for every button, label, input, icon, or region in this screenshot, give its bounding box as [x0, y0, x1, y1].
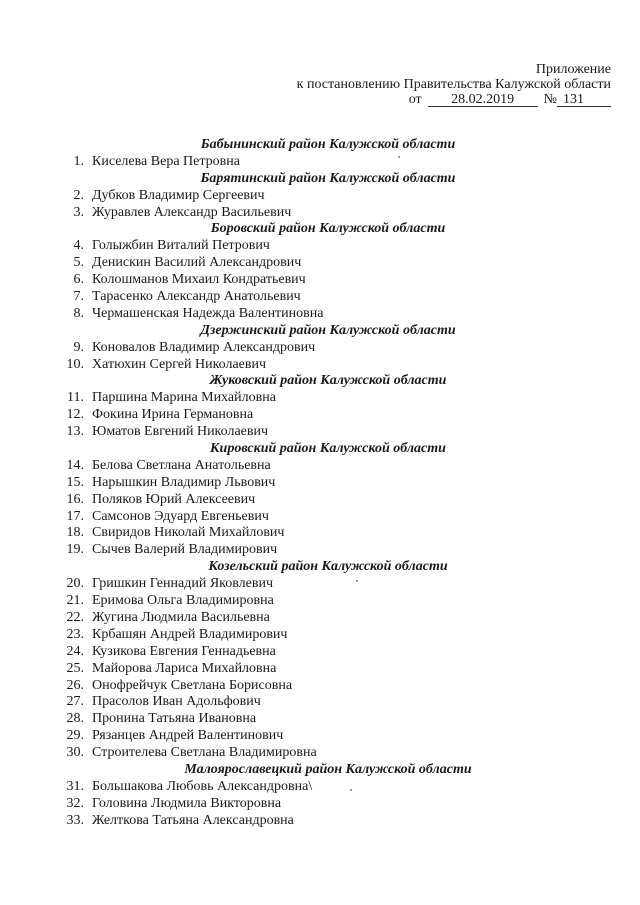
person-name: Тарасенко Александр Анатольевич	[92, 289, 301, 305]
person-name: Прасолов Иван Адольфович	[92, 694, 261, 710]
resolution-date: 28.02.2019	[428, 93, 538, 107]
from-label: от	[408, 92, 422, 107]
item-number: 4.	[73, 238, 84, 254]
item-number: 1.	[73, 153, 84, 169]
list-item	[0, 525, 640, 542]
person-name: Строителева Светлана Владимировна	[92, 745, 317, 761]
list-item	[0, 407, 640, 424]
person-name: Журавлев Александр Васильевич	[92, 204, 292, 220]
item-number: 7.	[73, 289, 84, 305]
person-name: Большакова Любовь Александровна\	[92, 778, 313, 794]
list-item	[0, 694, 640, 711]
list-item	[0, 255, 640, 272]
person-name: Чермашенская Надежда Валентиновна	[92, 305, 324, 321]
item-number: 16.	[66, 491, 84, 507]
district-heading: Козельский район Калужской области	[208, 559, 448, 575]
item-number: 27.	[66, 694, 84, 710]
district-heading: Боровский район Калужской области	[210, 221, 446, 237]
person-name: Желткова Татьяна Александровна	[92, 812, 294, 828]
district-heading: Малоярославецкий район Калужской области	[184, 761, 472, 777]
list-item	[0, 644, 640, 661]
item-number: 15.	[66, 474, 84, 490]
district-heading: Бабынинский район Калужской области	[200, 137, 456, 152]
date-number-line	[297, 92, 611, 107]
item-number: 8.	[73, 305, 84, 321]
list-item	[0, 340, 640, 357]
list-item	[0, 458, 640, 475]
list-item	[0, 711, 640, 728]
person-name: Киселева Вера Петровна	[92, 153, 240, 169]
list-item	[0, 205, 640, 222]
list-item	[0, 745, 640, 762]
item-number: 6.	[73, 272, 84, 288]
list-item	[0, 475, 640, 492]
person-name: Нарышкин Владимир Львович	[92, 474, 276, 490]
item-number: 24.	[66, 643, 84, 659]
person-name: Головина Людмила Викторовна	[92, 795, 282, 811]
person-name: Денискин Василий Александрович	[92, 255, 302, 271]
person-name: Колошманов Михаил Кондратьевич	[92, 272, 306, 288]
list-item	[0, 661, 640, 678]
list-item	[0, 813, 640, 830]
district-heading: Барятинский район Калужской области	[200, 170, 456, 186]
person-name: Хатюхин Сергей Николаевич	[92, 356, 267, 372]
item-number: 25.	[66, 660, 84, 676]
scan-speck	[398, 156, 400, 158]
district-heading: Дзержинский район Калужской области	[200, 322, 456, 338]
resolution-reference: к постановлению Правительства Калужской области	[296, 77, 611, 92]
item-number: 30.	[66, 745, 84, 761]
item-number: 32.	[66, 795, 84, 811]
item-number: 13.	[66, 424, 84, 440]
list-item	[0, 188, 640, 205]
item-number: 11.	[67, 390, 84, 406]
person-name: Коновалов Владимир Александрович	[92, 339, 316, 355]
person-name: Крбашян Андрей Владимирович	[92, 626, 288, 642]
item-number: 14.	[66, 457, 84, 473]
person-name: Рязанцев Андрей Валентинович	[92, 728, 284, 744]
item-number: 21.	[66, 593, 84, 609]
person-name: Поляков Юрий Алексеевич	[92, 491, 256, 507]
item-number: 12.	[66, 407, 84, 423]
person-name: Сычев Валерий Владимирович	[92, 542, 278, 558]
list-item	[0, 357, 640, 374]
document-header	[297, 62, 611, 107]
district-heading: Кировский район Калужской области	[210, 441, 446, 457]
item-number: 22.	[66, 609, 84, 625]
list-item	[0, 593, 640, 610]
person-name: Фокина Ирина Германовна	[92, 407, 254, 423]
list-item	[0, 678, 640, 695]
list-item	[0, 306, 640, 323]
item-number: 19.	[66, 542, 84, 558]
item-number: 23.	[66, 626, 84, 642]
list-item	[0, 779, 640, 796]
scan-speck	[350, 789, 352, 791]
item-number: 31.	[66, 778, 84, 794]
list-item	[0, 542, 640, 559]
person-name: Гришкин Геннадий Яковлевич	[92, 576, 274, 592]
item-number: 29.	[66, 728, 84, 744]
list-item	[0, 509, 640, 526]
resolution-number: 131	[557, 93, 611, 107]
person-name: Майорова Лариса Михайловна	[92, 660, 277, 676]
person-name: Дубков Владимир Сергеевич	[92, 187, 265, 203]
item-number: 10.	[66, 356, 84, 372]
person-name: Пронина Татьяна Ивановна	[92, 711, 257, 727]
list-item	[0, 796, 640, 813]
person-name: Онофрейчук Светлана Борисовна	[92, 677, 293, 693]
person-name: Жугина Людмила Васильевна	[92, 609, 270, 625]
list-item	[0, 627, 640, 644]
number-label: №	[543, 92, 557, 107]
item-number: 28.	[66, 711, 84, 727]
person-name: Самсонов Эдуард Евгеньевич	[92, 508, 269, 524]
list-item	[0, 610, 640, 627]
item-number: 33.	[66, 812, 84, 828]
nominee-list	[0, 137, 640, 830]
item-number: 2.	[73, 187, 84, 203]
person-name: Паршина Марина Михайловна	[92, 390, 276, 406]
list-item	[0, 576, 640, 593]
list-item	[0, 289, 640, 306]
item-number: 20.	[66, 576, 84, 592]
item-number: 18.	[66, 525, 84, 541]
appendix-title: Приложение	[535, 62, 611, 77]
item-number: 26.	[66, 677, 84, 693]
person-name: Свиридов Николай Михайлович	[92, 525, 285, 541]
list-item	[0, 390, 640, 407]
list-item	[0, 728, 640, 745]
list-item	[0, 424, 640, 441]
list-item	[0, 272, 640, 289]
person-name: Еримова Ольга Владимировна	[92, 593, 274, 609]
scan-speck	[356, 580, 358, 582]
person-name: Голыжбин Виталий Петрович	[92, 238, 270, 254]
item-number: 3.	[73, 204, 84, 220]
district-heading: Жуковский район Калужской области	[209, 373, 447, 389]
list-item	[0, 154, 640, 171]
list-item	[0, 238, 640, 255]
list-item	[0, 492, 640, 509]
person-name: Белова Светлана Анатольевна	[92, 457, 271, 473]
item-number: 5.	[73, 255, 84, 271]
item-number: 9.	[73, 339, 84, 355]
item-number: 17.	[66, 508, 84, 524]
person-name: Кузикова Евгения Геннадьевна	[92, 643, 276, 659]
person-name: Юматов Евгений Николаевич	[92, 424, 269, 440]
